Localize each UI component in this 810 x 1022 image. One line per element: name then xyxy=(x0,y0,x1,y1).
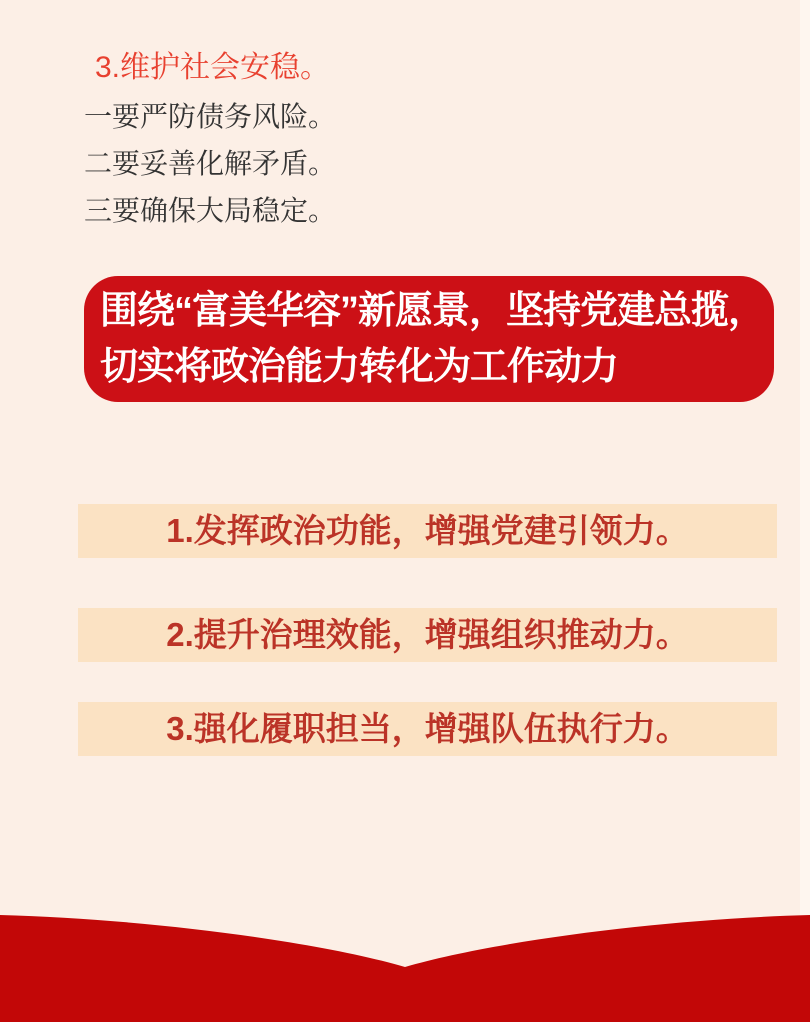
section-heading: 3.维护社会安稳。 xyxy=(95,51,331,84)
point-line-3: 三要确保大局稳定。 xyxy=(84,195,337,226)
point-line-2: 二要妥善化解矛盾。 xyxy=(84,148,337,179)
section-title-banner xyxy=(84,276,774,402)
list-item-label-2: 2.提升治理效能，增强组织推动力。 xyxy=(166,616,689,653)
list-item-label-1: 1.发挥政治功能，增强党建引领力。 xyxy=(166,512,689,549)
point-line-1: 一要严防债务风险。 xyxy=(84,101,337,132)
list-item xyxy=(78,608,777,662)
banner-title-line-1: 围绕“富美华容”新愿景，坚持党建总揽， xyxy=(100,290,766,332)
page-edge-strip xyxy=(800,0,810,1022)
footer-notch-band xyxy=(0,912,810,1022)
banner-title-line-2: 切实将政治能力转化为工作动力 xyxy=(100,346,619,388)
list-item xyxy=(78,702,777,756)
list-item xyxy=(78,504,777,558)
list-item-label-3: 3.强化履职担当，增强队伍执行力。 xyxy=(166,710,689,747)
